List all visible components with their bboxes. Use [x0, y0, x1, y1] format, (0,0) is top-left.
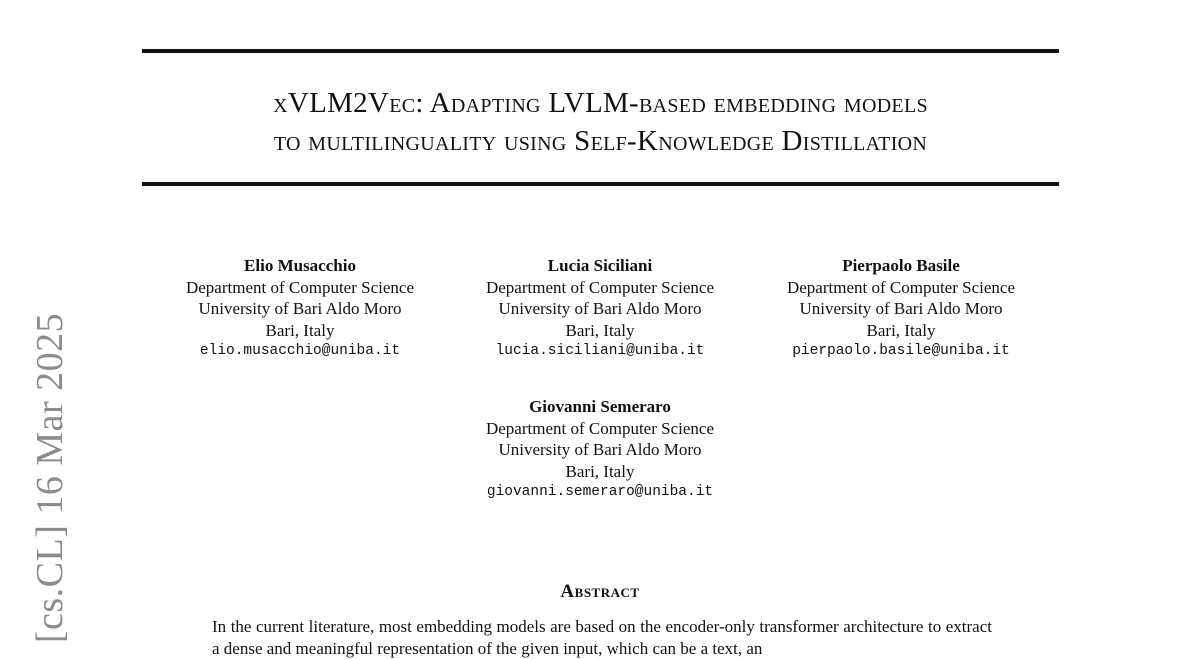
paper-title-line-2: to multilinguality using Self-Knowledge Distillation: [273, 125, 928, 157]
author-location: Bari, Italy: [866, 320, 936, 340]
author-name: Giovanni Semeraro: [529, 397, 671, 416]
author-location: Bari, Italy: [265, 320, 335, 340]
author-university: University of Bari Aldo Moro: [198, 299, 402, 318]
author-name: Lucia Siciliani: [547, 256, 653, 275]
author-location: Bari, Italy: [565, 461, 635, 481]
author-university: University of Bari Aldo Moro: [498, 299, 702, 318]
author-location: Bari, Italy: [565, 320, 635, 340]
author-email[interactable]: elio.musacchio@uniba.it: [199, 343, 401, 359]
title-top-rule: [142, 49, 1059, 53]
title-bottom-rule: [142, 182, 1059, 186]
arxiv-side-stamp: [cs.CL] 16 Mar 2025: [29, 312, 71, 644]
paper-title-line-1: xVLM2Vec: Adapting LVLM-based embedding models: [273, 87, 928, 119]
author-block: [450, 396, 750, 504]
author-email[interactable]: lucia.siciliani@uniba.it: [495, 343, 705, 359]
author-department: Department of Computer Science: [485, 418, 714, 438]
author-department: Department of Computer Science: [185, 277, 414, 297]
author-department: Department of Computer Science: [485, 277, 714, 297]
author-email[interactable]: giovanni.semeraro@uniba.it: [486, 484, 714, 500]
author-university: University of Bari Aldo Moro: [498, 440, 702, 459]
abstract-heading: Abstract: [560, 581, 640, 602]
author-name: Elio Musacchio: [244, 256, 356, 275]
author-block: [751, 255, 1051, 363]
author-block: [150, 255, 450, 363]
author-block: [450, 255, 750, 363]
author-university: University of Bari Aldo Moro: [799, 299, 1003, 318]
author-department: Department of Computer Science: [786, 277, 1015, 297]
author-name: Pierpaolo Basile: [842, 256, 960, 275]
abstract-text: In the current literature, most embedding models are based on the encoder-only transformer architecture to extract a dense and meaningful representation of the given input, which can be a text, an: [212, 617, 992, 658]
author-email[interactable]: pierpaolo.basile@uniba.it: [792, 343, 1010, 359]
